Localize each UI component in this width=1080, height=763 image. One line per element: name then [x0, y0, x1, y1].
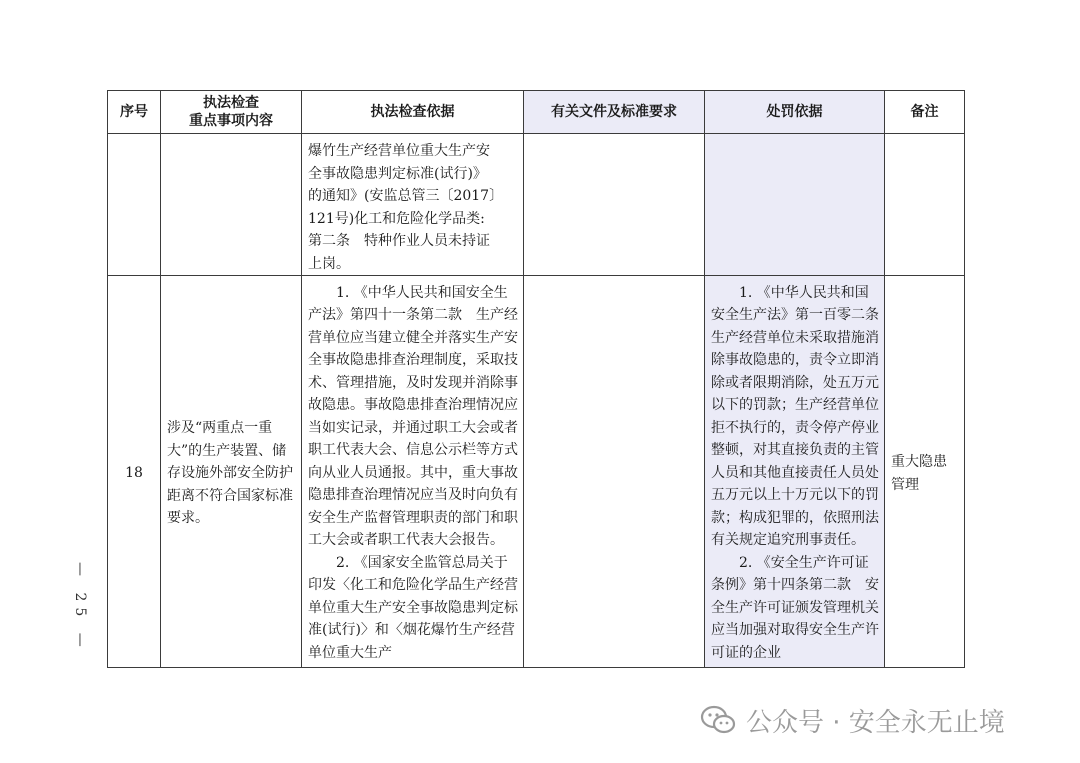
header-item — [161, 91, 302, 134]
header-docs: 有关文件及标准要求 — [524, 91, 705, 134]
header-basis: 执法检查依据 — [302, 91, 524, 134]
wechat-icon — [700, 705, 736, 735]
header-penalty: 处罚依据 — [705, 91, 885, 134]
cell-docs — [524, 134, 705, 276]
item-text: 涉及“两重点一重大”的生产装置、储存设施外部安全防护距离不符合国家标准要求。 — [167, 420, 293, 527]
cell-item — [161, 134, 302, 276]
basis-line: 全事故隐患判定标准(试行)》 — [308, 165, 487, 182]
cell-item-18 — [161, 276, 302, 668]
header-item-line2: 重点事项内容 — [189, 113, 273, 129]
remark-text: 重大隐患管理 — [891, 454, 947, 493]
wechat-watermark — [700, 700, 1005, 740]
cell-docs-18 — [524, 276, 705, 668]
penalty-paragraph-1: 1. 《中华人民共和国安全生产法》第一百零二条 生产经营单位未采取措施消除事故隐患的，责令立即消除或者限期消除，处五万元以下的罚款；生产经营单位拒不执行的，责令停产停业整顿，对其直接负责的主管人员和其他直接责任人员处五万元以上十万元以下的罚款；构成犯罪的，依照刑法有关规定追究刑事责任。 — [711, 284, 893, 548]
table-header-row — [108, 91, 965, 134]
law-enforcement-table — [107, 90, 965, 668]
cell-seq-18 — [108, 276, 161, 668]
cell-penalty — [705, 134, 885, 276]
table-row-18 — [108, 276, 965, 668]
basis-line: 第二条 特种作业人员未持证 — [308, 233, 490, 249]
basis-line: 上岗。 — [308, 255, 350, 272]
watermark-text: 公众号 · 安全永无止境 — [746, 707, 1005, 738]
basis-line: 121号)化工和危险化学品类: — [308, 210, 485, 227]
header-item-line1: 执法检查 — [203, 95, 259, 111]
basis-line: 爆竹生产经营单位重大生产安 — [308, 143, 490, 159]
cell-basis-18 — [302, 276, 524, 668]
seq-number: 18 — [125, 465, 143, 481]
cell-basis — [302, 134, 524, 276]
page-number: — 25 — — [72, 562, 88, 653]
basis-paragraph-1: 1. 《中华人民共和国安全生产法》第四十一条第二款 生产经营单位应当建立健全并落实生产安全事故隐患排查治理制度，采取技术、管理措施，及时发现并消除事故隐患。事故隐患排查治理情况应当如实记录，并通过职工大会或者职工代表大会、信息公示栏等方式向从业人员通报。其中，重大事故隐患排查治理情况应当及时向负有安全生产监督管理职责的部门和职工大会或者职工代表大会报告。 — [308, 284, 518, 548]
penalty-paragraph-2: 2. 《安全生产许可证条例》第十四条第二款 安全生产许可证颁发管理机关应当加强对取得安全生产许可证的企业 — [711, 554, 879, 661]
basis-paragraph-2: 2. 《国家安全监管总局关于印发〈化工和危险化学品生产经营单位重大生产安全事故隐患判定标准(试行)〉和〈烟花爆竹生产经营单位重大生产 — [308, 554, 518, 661]
header-seq: 序号 — [108, 91, 161, 134]
cell-remark — [885, 134, 965, 276]
cell-seq — [108, 134, 161, 276]
header-remark: 备注 — [885, 91, 965, 134]
basis-line: 的通知》(安监总管三〔2017〕 — [308, 188, 504, 204]
cell-remark-18 — [885, 276, 965, 668]
cell-penalty-18 — [705, 276, 893, 668]
table-row-continued — [108, 134, 965, 276]
